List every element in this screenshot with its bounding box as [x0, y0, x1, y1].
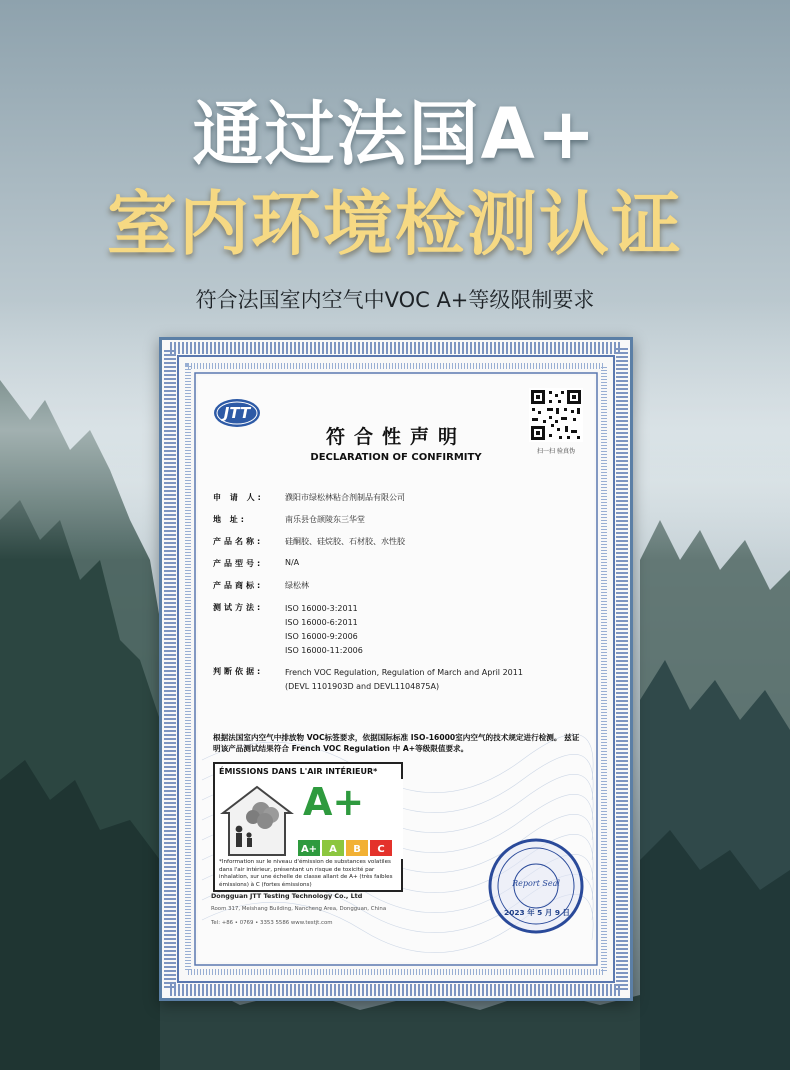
grade-chip-label: A [329, 844, 337, 855]
field-label: 产品名称: [213, 537, 264, 546]
field-value: 南乐县仓颉陵东三华堂 [285, 515, 365, 524]
field-test-method [213, 602, 363, 658]
field-label: 申 请 人: [213, 493, 264, 502]
certificate-card [159, 337, 633, 1001]
basis-item: French VOC Regulation, Regulation of March and April 2011 [285, 668, 523, 677]
emission-label-header: ÉMISSIONS DANS L'AIR INTÉRIEUR* [219, 767, 378, 776]
issuer-address: Room 317, Meishang Building, Nancheng Area, Dongguan, China [211, 906, 387, 912]
seal-center-text: Report Seal [512, 879, 560, 888]
field-model [213, 558, 299, 569]
field-label: 判断依据: [213, 667, 264, 676]
issuer-company: Dongguan JTT Testing Technology Co., Ltd [211, 892, 363, 900]
field-basis [213, 666, 523, 694]
field-label: 产品型号: [213, 559, 264, 568]
field-product-name [213, 536, 405, 547]
field-label: 测试方法: [213, 603, 264, 612]
hero-subtitle: 符合法国室内空气中VOC A+等级限制要求 [195, 288, 595, 312]
field-label: 产品商标: [213, 581, 264, 590]
field-label: 地 址: [213, 515, 247, 524]
field-trademark [213, 580, 309, 591]
field-value: 硅酮胶、硅烷胶、石材胶、水性胶 [285, 537, 405, 546]
basis-item: (DEVL 1101903D and DEVL1104875A) [285, 682, 440, 691]
emission-footnote: *Information sur le niveau d'émission de substances volatiles dans l'air intérieur, présentant un risque de toxicité par inhalation, sur une échelle de classe allant de A+ (très faibles émissions) à C (fortes émissions) [219, 859, 393, 888]
grade-chip-label: C [377, 844, 385, 855]
field-value: N/A [285, 558, 300, 567]
certificate-title-cn: 符合性声明 [325, 426, 466, 448]
field-value-list [285, 602, 363, 658]
field-value: 绿松林 [285, 581, 309, 590]
company-seal-icon [486, 836, 586, 936]
standard-item: ISO 16000-11:2006 [285, 646, 363, 655]
field-value: 濮阳市绿松林粘合剂制品有限公司 [285, 493, 405, 502]
emission-label [213, 762, 403, 892]
grade-chip-label: A+ [300, 844, 318, 855]
standard-item: ISO 16000-3:2011 [285, 604, 358, 613]
grade-chip-label: B [353, 844, 361, 855]
standard-item: ISO 16000-6:2011 [285, 618, 358, 627]
standard-item: ISO 16000-9:2006 [285, 632, 358, 641]
field-applicant [213, 492, 405, 503]
qr-caption: 扫一扫 验真伪 [537, 448, 575, 455]
hero-title-line1: 通过法国A+ [192, 93, 598, 175]
field-value-list [285, 666, 523, 694]
grade-large: A+ [303, 780, 365, 824]
hero-title-line2: 室内环境检测认证 [107, 183, 683, 265]
conclusion-text: 根据法国室内空气中排放物 VOC标签要求，依据国际标准 ISO-16000室内空气的技术规定进行检测。 兹证明该产品测试结果符合 French VOC Regulation 中 A+等级限值要求。 [213, 733, 580, 753]
issuer-contact: Tel: +86 • 0769 • 3353 5586 www.testjt.com [211, 920, 333, 926]
certificate-content [199, 380, 593, 956]
certificate-title-en: DECLARATION OF CONFIRMITY [310, 452, 482, 463]
field-address [213, 514, 365, 525]
issue-date: 2023 年 5 月 9 日 [504, 908, 570, 917]
grade-scale [297, 838, 397, 858]
logo-text: JTT [223, 404, 251, 422]
